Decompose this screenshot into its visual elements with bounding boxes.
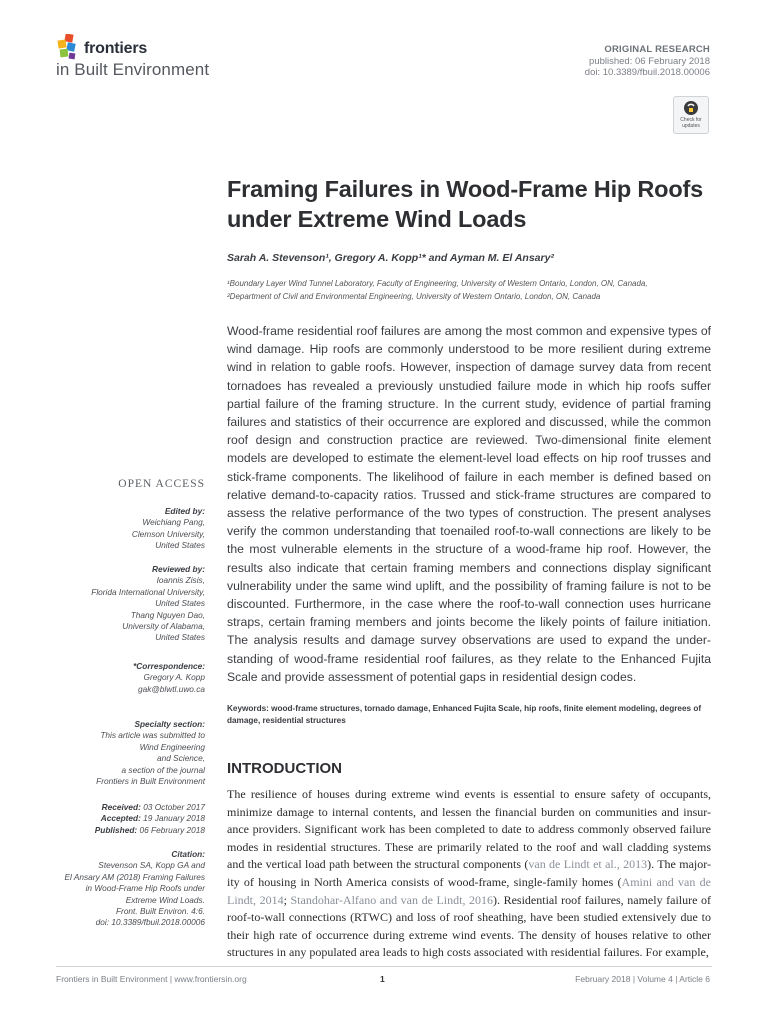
abstract: Wood-frame residential roof failures are among the most common and expensive types of wind damage. Hip roofs are commonly understood to be more resilient during extreme wind in relation to gable roofs. However, inspection of damage survey data from recent tornadoes has revealed a previously unstudied failure mode in which hip roofs suffer partial failure of the framing structure. In the current study, evidence of partial framing failures and statistics of their occurrence are explored and discussed, while the common roof design and construction practice are reviewed. Two-dimensional finite element models are developed to estimate the element-level load effects on hip roof trusses and stick-frame components. The likelihood of failure in each member is defined based on relative demand-to-capacity ratios. Trussed and stick-frame structures are compared to assess the relative performance of the two types of construction. The present analyses verify the common understanding that toenailed roof-to-wall connections are likely to be the most vulnerable elements in the structure of a wood-frame hip roof. However, the results also indicate that certain framing members and connections display significant vulnerability under the same wind uplift, and the possibility of framing failure is not to be discounted. Furthermore, in the case where the roof-to-wall connection uses hurricane straps, certain framing members and joints become the likely points of failure initiation. The analysis results and damage survey observations are used to expand the under-standing of wood-frame residential roof failures, as they relate to the Enhanced Fujita Scale and provide assessment of potential gaps in residential design codes. [227, 324, 711, 684]
published-label: Published: [94, 824, 138, 835]
citation-heading: Citation: [171, 849, 205, 859]
footer-divider [56, 966, 712, 967]
affiliation-2: ²Department of Civil and Environmental Engineering, University of Western Ontario, London, ON, Canada [227, 292, 601, 301]
open-access-label: OPEN ACCESS [118, 478, 205, 490]
edited-by-block [45, 506, 205, 552]
reviewed-by-block [45, 564, 205, 644]
citation-line: Extreme Wind Loads. [125, 894, 205, 905]
check-updates-label: Check for updates [680, 117, 702, 129]
intro-text: The resilience of houses during extreme wind events is essential to ensure safety of occupants, minimize damage to internal contents, and lessen the financial burden on communities and insur-ance providers. Significant work has been completed to date to address commonly observed failure modes in residential structures. These are primarily related to the roof and wall cladding systems and the vertical load path between the structural components ( [227, 787, 711, 872]
affiliation-1: ¹Boundary Layer Wind Tunnel Laboratory, Faculty of Engineering, University of Western Ontario, London, ON, Canada, [227, 279, 648, 288]
author-list: Sarah A. Stevenson¹, Gregory A. Kopp¹* and Ayman M. El Ansary² [227, 252, 554, 264]
check-updates-icon [683, 100, 699, 116]
correspondence-heading: *Correspondence: [133, 661, 205, 671]
specialty-section-block [45, 719, 205, 787]
article-doi[interactable]: doi: 10.3389/fbuil.2018.00006 [584, 67, 710, 78]
correspondence-name: Gregory A. Kopp [143, 672, 205, 683]
reviewer-line: Florida International University, [91, 586, 205, 597]
accepted-value: 19 January 2018 [143, 813, 205, 824]
reviewer-line: Thang Nguyen Dao, [130, 609, 205, 620]
reviewer-line: Ioannis Zisis, [156, 575, 205, 586]
published-date-side [45, 825, 205, 836]
citation-line: Front. Built Environ. 4:6. [115, 906, 205, 917]
intro-text: ). The major-ity of housing in North America consists of wood-frame, single-family homes ( [227, 857, 711, 889]
specialty-line: This article was submitted to [100, 730, 205, 741]
footer-journal[interactable]: Frontiers in Built Environment | www.frontiersin.org [56, 974, 247, 984]
intro-text: ). Residential roof failures, namely failure of roof-to-wall connections (RTWC) and loss of roof sheathing, have been studied extensively due to their high rate of occurrence during extreme wind events. The density of houses relative to other structures in any populated area leads to high costs associated with residential failures. For example, [227, 892, 712, 960]
journal-logo-word: frontiers [84, 40, 148, 57]
reviewer-line: University of Alabama, [122, 621, 205, 632]
published-value: 06 February 2018 [139, 824, 205, 835]
frontiers-logo-icon [56, 34, 82, 62]
specialty-line: Frontiers in Built Environment [96, 776, 205, 787]
page-number: 1 [380, 974, 385, 984]
keywords: Keywords: wood-frame structures, tornado damage, Enhanced Fujita Scale, hip roofs, finite element modeling, degrees of damage, residential structures [227, 704, 702, 725]
article-type: ORIGINAL RESEARCH [604, 44, 710, 55]
citation-link[interactable]: van de Lindt et al., 2013 [528, 857, 648, 872]
reviewer-line: United States [155, 598, 205, 609]
dates-block [45, 802, 205, 836]
received-label: Received: [101, 802, 141, 812]
citation-line: in Wood-Frame Hip Roofs under [85, 883, 205, 894]
citation-line: El Ansary AM (2018) Framing Failures [64, 871, 205, 882]
received-date [45, 802, 205, 813]
specialty-line: Wind Engineering [139, 741, 205, 752]
editor-line: United States [155, 540, 205, 551]
footer-issue: February 2018 | Volume 4 | Article 6 [575, 974, 710, 984]
specialty-line: a section of the journal [121, 764, 205, 775]
introduction-paragraph [227, 786, 711, 962]
correspondence-block [45, 661, 205, 695]
editor-line: Clemson University, [131, 528, 205, 539]
citation-line: Stevenson SA, Kopp GA and [98, 860, 205, 871]
citation-link[interactable]: Amini and van de Lindt, 2014 [227, 874, 711, 907]
correspondence-email[interactable]: gak@blwtl.uwo.ca [138, 683, 205, 694]
check-for-updates-button[interactable] [673, 96, 709, 134]
published-date: published: 06 February 2018 [589, 56, 710, 67]
editor-line: Weichiang Pang, [142, 517, 205, 528]
reviewed-by-heading: Reviewed by: [151, 564, 205, 574]
accepted-label: Accepted: [100, 813, 141, 824]
article-title: Framing Failures in Wood-Frame Hip Roofs under Extreme Wind Loads [227, 176, 703, 232]
received-value: 03 October 2017 [143, 802, 205, 812]
specialty-heading: Specialty section: [134, 719, 205, 729]
reviewer-line: United States [155, 632, 205, 643]
intro-text: ; [283, 892, 291, 907]
edited-by-heading: Edited by: [164, 506, 205, 516]
accepted-date [45, 813, 205, 824]
specialty-line: and Science, [157, 753, 205, 764]
section-heading-introduction: INTRODUCTION [227, 760, 342, 777]
citation-link[interactable]: Standohar-Alfano and van de Lindt, 2016 [290, 892, 494, 907]
journal-logo-subtitle: in Built Environment [56, 60, 210, 79]
citation-block [45, 849, 205, 929]
citation-doi[interactable]: doi: 10.3389/fbuil.2018.00006 [95, 917, 205, 928]
